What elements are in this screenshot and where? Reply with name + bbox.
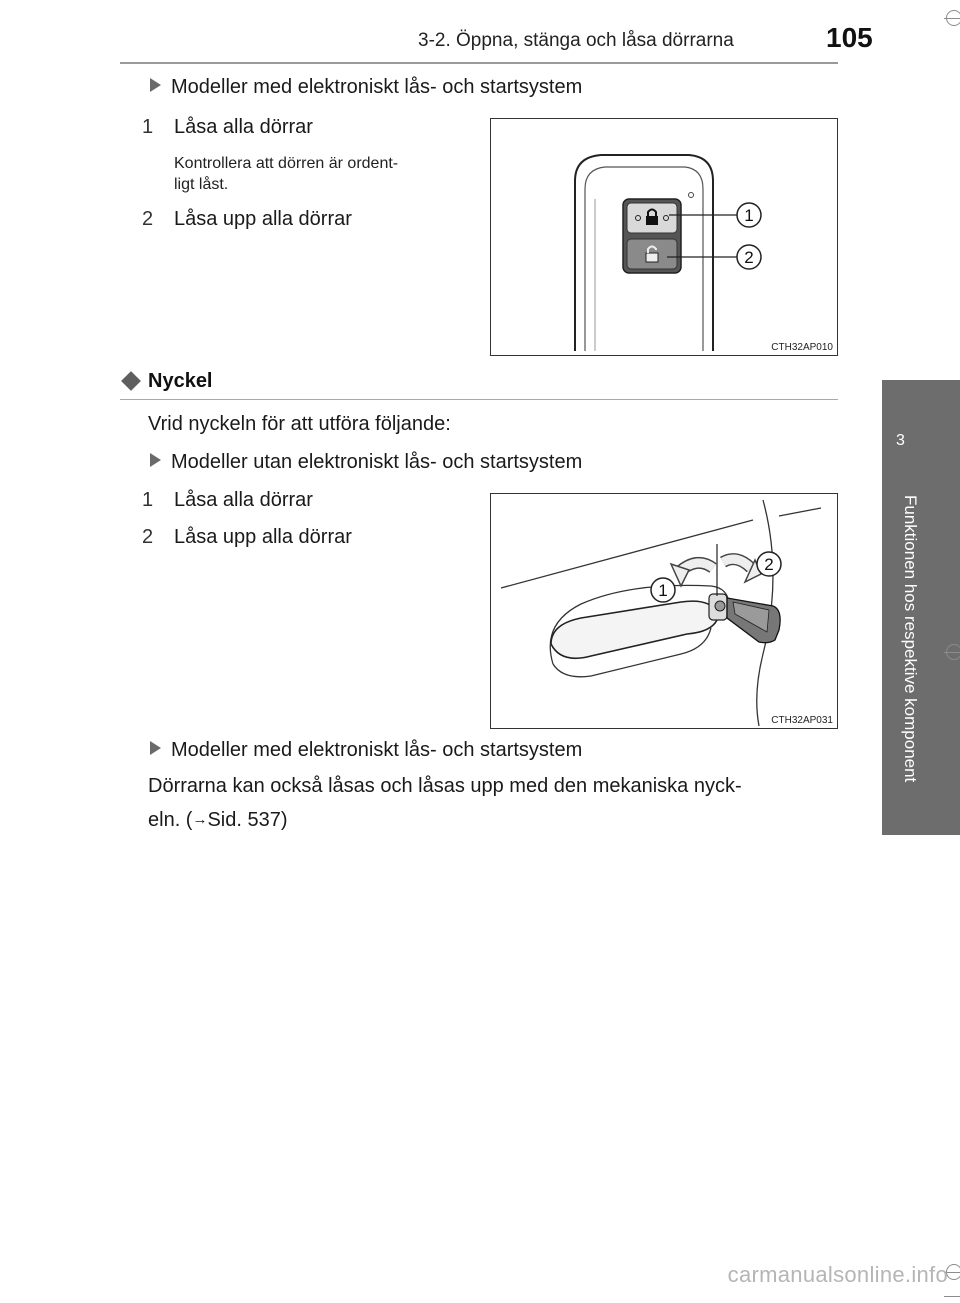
mechanical-key-paragraph: [148, 770, 848, 837]
crop-mark-top-circle: [946, 10, 960, 26]
section-heading-key: Nyckel: [148, 370, 213, 392]
note-check-locked: [174, 153, 474, 195]
crop-mark-bottom-circle: [946, 1264, 960, 1280]
figure2-callout-2: 2: [764, 555, 774, 574]
figure2-callout-1: 1: [658, 581, 668, 600]
smart-key-illustration: [491, 119, 837, 355]
triangle-bullet-icon: [150, 741, 161, 755]
bullet-text: Modeller utan elektroniskt lås- och startsystem: [171, 451, 583, 473]
bullet-text: Modeller med elektroniskt lås- och startsystem: [171, 739, 583, 761]
chapter-title-text: Funktionen hos respektive komponent: [901, 495, 920, 783]
figure-code-1: CTH32AP010: [771, 342, 833, 353]
diamond-bullet-icon: [121, 371, 141, 391]
chapter-number: 3: [896, 432, 905, 449]
watermark: carmanualsonline.info: [727, 1262, 948, 1287]
note-line-2: ligt låst.: [174, 176, 229, 193]
triangle-bullet-icon: [150, 453, 161, 467]
bullet-electronic-lock-1: [150, 76, 582, 99]
figure-key-in-door: [490, 493, 838, 729]
paragraph-line-2: [148, 803, 848, 837]
paragraph-line-2-prefix: eln. (: [148, 809, 193, 831]
door-key-illustration: [491, 494, 837, 728]
intro-turn-key: Vrid nyckeln för att utföra följande:: [148, 413, 451, 435]
note-line-1: Kontrollera att dörren är ordent-: [174, 155, 399, 172]
bullet-no-electronic-lock: [150, 451, 582, 474]
header-section-title: 3-2. Öppna, stänga och låsa dörrarna: [418, 30, 734, 51]
figure-smart-key: [490, 118, 838, 356]
step-unlock-all-doors: Låsa upp alla dörrar: [174, 526, 352, 548]
step-unlock-all-doors: Låsa upp alla dörrar: [174, 208, 352, 230]
chapter-side-tab: [882, 380, 960, 835]
figure1-callout-1: 1: [744, 206, 754, 225]
paragraph-line-1: Dörrarna kan också låsas och låsas upp med den mekaniska nyck-: [148, 775, 742, 797]
step-number-2: 2: [142, 526, 154, 548]
bullet-electronic-lock-2: [150, 739, 582, 762]
figure-code-2: CTH32AP031: [771, 715, 833, 726]
crop-mark-bottom-short: [944, 1296, 960, 1297]
triangle-bullet-icon: [150, 78, 161, 92]
step-lock-all-doors: Låsa alla dörrar: [174, 489, 313, 511]
section-rule: [120, 399, 838, 400]
figure1-callout-2: 2: [744, 248, 754, 267]
crop-mark-mid-circle: [946, 644, 960, 660]
header-rule: [120, 62, 838, 64]
arrow-right-icon: →: [192, 811, 208, 828]
bullet-text: Modeller med elektroniskt lås- och startsystem: [171, 76, 583, 98]
page-number: 105: [826, 22, 873, 53]
step-number-1: 1: [142, 489, 154, 511]
step-number-2: 2: [142, 208, 154, 230]
step-lock-all-doors: Låsa alla dörrar: [174, 116, 313, 138]
step-number-1: 1: [142, 116, 154, 138]
page-reference-link[interactable]: Sid. 537): [207, 809, 288, 831]
